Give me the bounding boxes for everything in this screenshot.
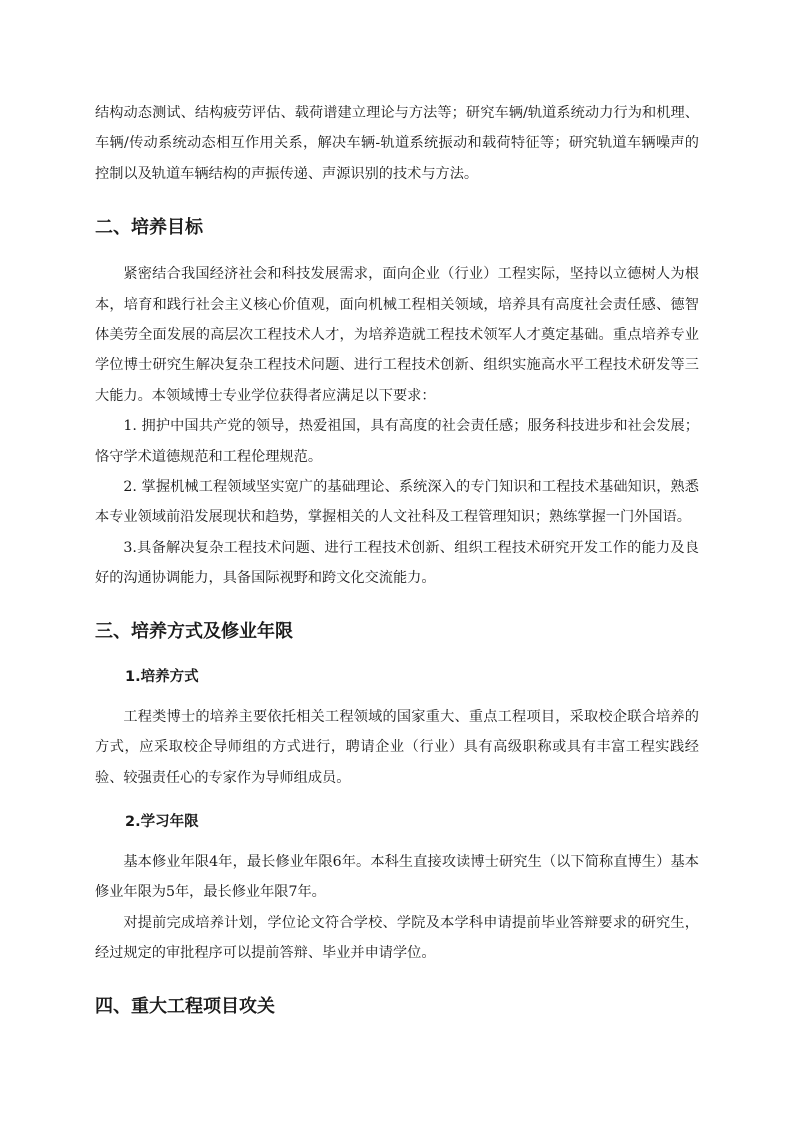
requirement-item-1: 1. 拥护中国共产党的领导，热爱祖国，具有高度的社会责任感；服务科技进步和社会发展；恪守学术道德规范和工程伦理规范。 [95,418,699,465]
section-heading-training-objectives: 二、培养目标 [95,217,203,239]
intro-continuation: 结构动态测试、结构疲劳评估、载荷谱建立理论与方法等；研究车辆/轨道系统动力行为和机理、车辆/传动系统动态相互作用关系，解决车辆-轨道系统振动和载荷特征等；研究轨道车辆噪声的控制以及轨道车辆结构的声振传递、声源识别的技术与方法。 [95,105,699,182]
training-objectives-paragraph: 紧密结合我国经济社会和科技发展需求，面向企业（行业）工程实际，坚持以立德树人为根本，培育和践行社会主义核心价值观，面向机械工程相关领域，培养具有高度社会责任感、德智体美劳全面发展的高层次工程技术人才，为培养造就工程技术领军人才奠定基础。重点培养专业学位博士研究生解决复杂工程技术问题、进行工程技术创新、组织实施高水平工程技术研发等三大能力。本领域博士专业学位获得者应满足以下要求： [95,266,699,404]
section-heading-major-engineering-projects: 四、重大工程项目攻关 [95,995,275,1017]
section-heading-training-mode-and-duration: 三、培养方式及修业年限 [95,620,293,642]
study-duration-paragraph-1: 基本修业年限4年，最长修业年限6年。本科生直接攻读博士研究生（以下简称直博生）基本修业年限为5年，最长修业年限7年。 [95,853,699,901]
requirement-item-2: 2. 掌握机械工程领域坚实宽广的基础理论、系统深入的专门知识和工程技术基础知识，熟悉本专业领域前沿发展现状和趋势，掌握相关的人文社科及工程管理知识；熟练掌握一门外国语。 [95,479,699,526]
subsection-heading-training-mode: 1.培养方式 [125,668,199,685]
training-mode-paragraph: 工程类博士的培养主要依托相关工程领域的国家重大、重点工程项目，采取校企联合培养的方式，应采取校企导师组的方式进行，聘请企业（行业）具有高级职称或具有丰富工程实践经验、较强责任心的专家作为导师组成员。 [95,708,699,786]
subsection-heading-study-duration: 2.学习年限 [125,813,199,830]
requirement-item-3: 3.具备解决复杂工程技术问题、进行工程技术创新、组织工程技术研究开发工作的能力及良好的沟通协调能力，具备国际视野和跨文化交流能力。 [95,539,699,587]
document-body [95,96,699,1019]
study-duration-paragraph-2: 对提前完成培养计划，学位论文符合学校、学院及本学科申请提前毕业答辩要求的研究生，经过规定的审批程序可以提前答辩、毕业并申请学位。 [95,914,699,962]
